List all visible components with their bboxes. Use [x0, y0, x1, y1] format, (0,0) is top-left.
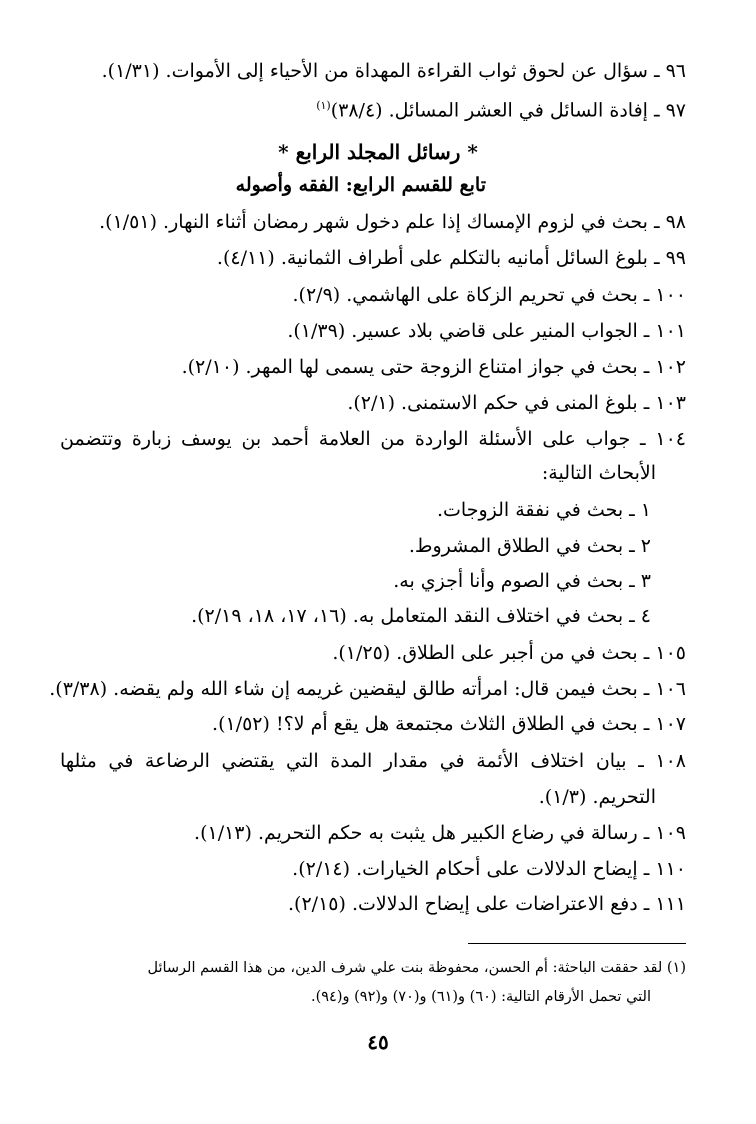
footnote-marker: (١) — [316, 99, 331, 112]
entry-99: ٩٩ ـ بلوغ السائل أمانيه بالتكلم على أطراف الثمانية. (٤/١١). — [216, 247, 686, 269]
entry-101: ١٠١ ـ الجواب المنير على قاضي بلاد عسير. (١/٣٩). — [287, 320, 686, 342]
entry-97-text: ٩٧ ـ إفادة السائل في العشر المسائل. (٣٨/٤) — [330, 99, 686, 122]
entry-98: ٩٨ ـ بحث في لزوم الإمساك إذا علم دخول شهر رمضان أثناء النهار. (١/٥١). — [99, 211, 686, 233]
entry-103: ١٠٣ ـ بلوغ المنى في حكم الاستمنى. (٢/١). — [347, 392, 686, 414]
footnote-line-1: (١) لقد حققت الباحثة: أم الحسن، محفوظة بنت علي شرف الدين، من هذا القسم الرسائل — [147, 960, 686, 976]
entry-104-line1: ١٠٤ ـ جواب على الأسئلة الواردة من العلامة أحمد بن يوسف زبارة وتتضمن — [60, 428, 686, 450]
entry-105: ١٠٥ ـ بحث في من أجبر على الطلاق. (١/٢٥). — [332, 642, 686, 664]
entry-110: ١١٠ ـ إيضاح الدلالات على أحكام الخيارات. (٢/١٤). — [292, 858, 686, 880]
entry-111: ١١١ ـ دفع الاعتراضات على إيضاح الدلالات. (٢/١٥). — [288, 893, 686, 915]
sub-entry-2: ٢ ـ بحث في الطلاق المشروط. — [408, 535, 651, 557]
entry-104-line2: الأبحاث التالية: — [541, 462, 656, 484]
page-number: ٤٥ — [367, 1030, 389, 1054]
entry-100: ١٠٠ ـ بحث في تحريم الزكاة على الهاشمي. (٢/٩). — [292, 284, 686, 306]
section-subtitle: تابع للقسم الرابع: الفقه وأصوله — [235, 174, 486, 196]
sub-entry-4: ٤ ـ بحث في اختلاف النقد المتعامل به. (١٦، ١٧، ١٨، ٢/١٩). — [191, 605, 651, 627]
entry-97 — [60, 91, 686, 125]
sub-entry-3: ٣ ـ بحث في الصوم وأنا أجزي به. — [393, 570, 651, 592]
entry-108-line1: ١٠٨ ـ بيان اختلاف الأئمة في مقدار المدة التي يقتضي الرضاعة في مثلها — [60, 750, 686, 772]
entry-107: ١٠٧ ـ بحث في الطلاق الثلاث مجتمعة هل يقع أم لا؟! (١/٥٢). — [212, 713, 686, 735]
section-title: * رسائل المجلد الرابع * — [278, 140, 478, 164]
entry-108-line2: التحريم. (١/٣). — [538, 786, 656, 808]
sub-entry-1: ١ ـ بحث في نفقة الزوجات. — [437, 499, 651, 521]
entry-109: ١٠٩ ـ رسالة في رضاع الكبير هل يثبت به حكم التحريم. (١/١٣). — [194, 822, 686, 844]
entry-102: ١٠٢ ـ بحث في جواز امتناع الزوجة حتى يسمى لها المهر. (٢/١٠). — [181, 356, 686, 378]
entry-106: ١٠٦ ـ بحث فيمن قال: امرأته طالق ليقضين غريمه إن شاء الله ولم يقضه. (٣/٣٨). — [49, 678, 686, 700]
entry-96: ٩٦ ـ سؤال عن لحوق ثواب القراءة المهداة من الأحياء إلى الأموات. (١/٣١). — [101, 60, 686, 82]
footnote-separator — [468, 943, 686, 944]
footnote-line-2: التي تحمل الأرقام التالية: (٦٠) و(٦١) و(٧٠) و(٩٢) و(٩٤). — [310, 989, 651, 1005]
